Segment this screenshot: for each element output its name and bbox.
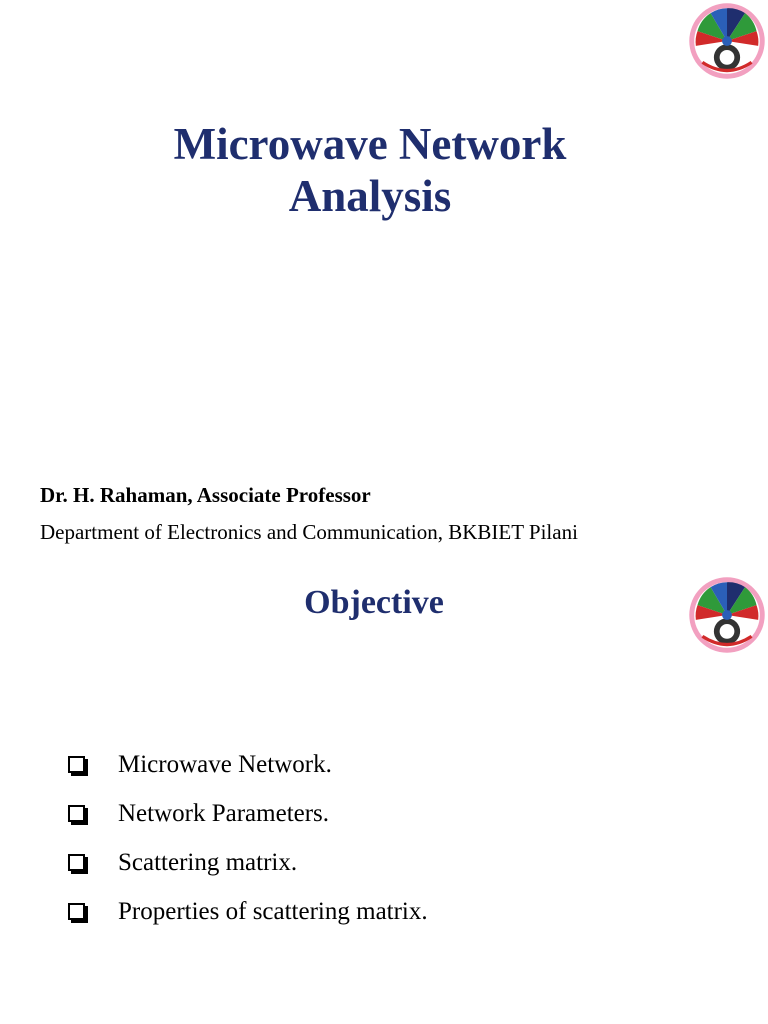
department-name: Department of Electronics and Communication, BKBIET Pilani — [40, 520, 578, 544]
list-item-text: Microwave Network. — [118, 750, 332, 778]
presentation-title — [0, 118, 740, 222]
list-item — [68, 838, 428, 887]
institute-logo-icon — [686, 0, 768, 82]
author-name: Dr. H. Rahaman, Associate Professor — [40, 483, 371, 507]
list-item — [68, 740, 428, 789]
slide-heading: Objective — [304, 584, 444, 621]
list-item-text: Scattering matrix. — [118, 848, 298, 876]
list-item — [68, 789, 428, 838]
checkbox-icon — [68, 805, 85, 822]
list-item-text: Properties of scattering matrix. — [118, 897, 428, 925]
list-item — [68, 887, 428, 936]
objective-list — [68, 740, 428, 936]
slide-objective — [0, 566, 768, 1024]
checkbox-icon — [68, 903, 85, 920]
title-line-1: Microwave Network — [173, 119, 567, 169]
title-line-2: Analysis — [288, 171, 452, 221]
checkbox-icon — [68, 854, 85, 871]
checkbox-icon — [68, 756, 85, 773]
list-item-text: Network Parameters. — [118, 799, 330, 827]
